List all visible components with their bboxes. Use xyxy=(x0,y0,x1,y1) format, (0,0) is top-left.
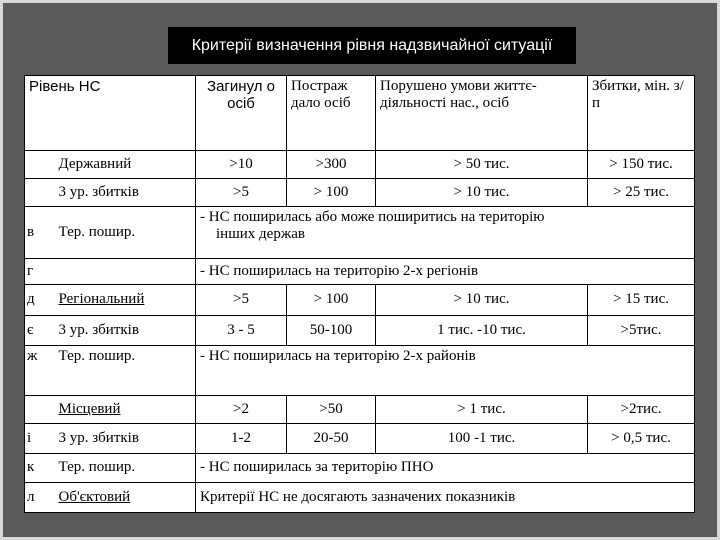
table-row xyxy=(25,285,695,315)
row-name: Тер. пошир. xyxy=(55,453,196,482)
row-letter: д xyxy=(25,285,55,315)
row-name xyxy=(55,259,196,285)
header-level: Рівень НС xyxy=(25,76,196,151)
table-row xyxy=(25,151,695,179)
header-losses: Збитки, мін. з/п xyxy=(588,76,695,151)
header-dead: Загинул о осіб xyxy=(196,76,287,151)
row-name: Державний xyxy=(55,151,196,179)
row-name: Місцевий xyxy=(55,395,196,423)
row-dead: >2 xyxy=(196,395,287,423)
row-losses: > 15 тис. xyxy=(588,285,695,315)
row-name: 3 ур. збитків xyxy=(55,315,196,345)
row-disrupted: > 50 тис. xyxy=(376,151,588,179)
row-letter: є xyxy=(25,315,55,345)
table-row xyxy=(25,345,695,395)
row-disrupted: > 1 тис. xyxy=(376,395,588,423)
row-name: 3 ур. збитків xyxy=(55,179,196,207)
row-dead: 1-2 xyxy=(196,423,287,453)
row-letter xyxy=(25,395,55,423)
row-name: Тер. пошир. xyxy=(55,345,196,395)
row-dead: 3 - 5 xyxy=(196,315,287,345)
row-letter: г xyxy=(25,259,55,285)
table-row xyxy=(25,315,695,345)
criteria-table-area xyxy=(24,75,694,513)
table-row xyxy=(25,179,695,207)
header-row xyxy=(25,76,695,151)
row-letter: ж xyxy=(25,345,55,395)
row-disrupted: 1 тис. -10 тис. xyxy=(376,315,588,345)
row-disrupted: 100 -1 тис. xyxy=(376,423,588,453)
row-disrupted: > 10 тис. xyxy=(376,179,588,207)
row-injured: >50 xyxy=(287,395,376,423)
row-injured: 50-100 xyxy=(287,315,376,345)
table-row xyxy=(25,453,695,482)
row-description: - НС поширилась або може поширитись на територію інших держав xyxy=(196,207,695,259)
row-injured: > 100 xyxy=(287,179,376,207)
row-injured: >300 xyxy=(287,151,376,179)
row-losses: > 150 тис. xyxy=(588,151,695,179)
row-losses: >5тис. xyxy=(588,315,695,345)
row-injured: > 100 xyxy=(287,285,376,315)
row-losses: > 25 тис. xyxy=(588,179,695,207)
criteria-table xyxy=(24,75,695,513)
row-dead: >5 xyxy=(196,285,287,315)
table-row xyxy=(25,259,695,285)
row-name: Регіональний xyxy=(55,285,196,315)
table-row xyxy=(25,207,695,259)
table-row xyxy=(25,395,695,423)
row-description: Критерії НС не досягають зазначених показників xyxy=(196,482,695,512)
slide-title: Критерії визначення рівня надзвичайної ситуації xyxy=(168,27,576,64)
header-injured: Постраж дало осіб xyxy=(287,76,376,151)
table-row xyxy=(25,482,695,512)
row-name: Об'єктовий xyxy=(55,482,196,512)
row-description: - НС поширилась на територію 2-х регіонів xyxy=(196,259,695,285)
row-letter: к xyxy=(25,453,55,482)
row-dead: >10 xyxy=(196,151,287,179)
row-letter xyxy=(25,151,55,179)
row-letter xyxy=(25,179,55,207)
row-dead: >5 xyxy=(196,179,287,207)
header-disrupted: Порушено умови життє-діяльності нас., осіб xyxy=(376,76,588,151)
row-letter: і xyxy=(25,423,55,453)
row-losses: > 0,5 тис. xyxy=(588,423,695,453)
row-letter: л xyxy=(25,482,55,512)
row-description: - НС поширилась на територію 2-х районів xyxy=(196,345,695,395)
row-losses: >2тис. xyxy=(588,395,695,423)
row-disrupted: > 10 тис. xyxy=(376,285,588,315)
row-description: - НС поширилась за територію ПНО xyxy=(196,453,695,482)
row-injured: 20-50 xyxy=(287,423,376,453)
row-name: 3 ур. збитків xyxy=(55,423,196,453)
table-row xyxy=(25,423,695,453)
row-letter: в xyxy=(25,207,55,259)
row-name: Тер. пошир. xyxy=(55,207,196,259)
